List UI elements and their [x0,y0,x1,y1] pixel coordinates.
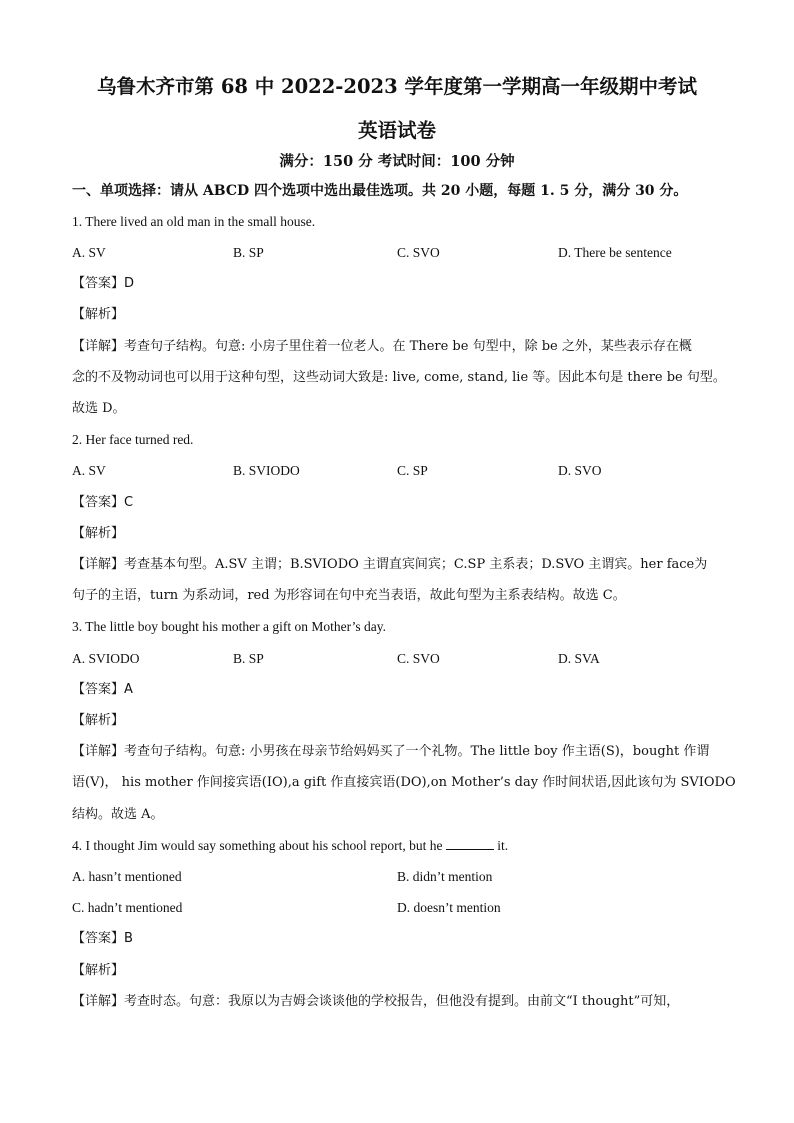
detail-3-line-3: 结构。故选 A。 [72,807,164,822]
option-4c: C. hadn’t mentioned [72,900,183,915]
answer-3: 【答案】A [72,682,133,697]
option-4d: D. doesn’t mention [397,900,501,915]
analysis-label-3: 【解析】 [72,713,125,728]
answer-4: 【答案】B [72,931,133,946]
detail-1-line-3: 故选 D。 [72,401,126,416]
option-2d: D. SVO [558,463,602,478]
section-heading: 一、单项选择：请从 ABCD 四个选项中选出最佳选项。共 20 小题，每题 1. 5 分，满分 30 分。 [72,183,688,199]
option-3a: A. SVIODO [72,651,140,666]
answer-blank [446,837,494,850]
detail-1-line-2: 念的不及物动词也可以用于这种句型，这些动词大致是: live, come, stand, lie 等。因此本句是 there be 句型。 [72,370,726,385]
option-2b: B. SVIODO [233,463,300,478]
detail-2-line-1: 【详解】考查基本句型。A.SV 主谓；B.SVIODO 主谓直宾间宾；C.SP 主系表；D.SVO 主谓宾。her face为 [72,557,708,572]
analysis-label-2: 【解析】 [72,526,125,541]
option-1a: A. SV [72,245,106,260]
score-time-line: 满分：150 分 考试时间：100 分钟 [279,153,515,170]
option-3c: C. SVO [397,651,440,666]
question-stem-4 [72,837,508,855]
exam-title: 乌鲁木齐市第 68 中 2022-2023 学年度第一学期高一年级期中考试 [97,75,697,98]
option-2a: A. SV [72,463,106,478]
option-1d: D. There be sentence [558,245,672,260]
answer-2: 【答案】C [72,495,134,510]
detail-1-line-1: 【详解】考查句子结构。句意: 小房子里住着一位老人。在 There be 句型中，除 be 之外，某些表示存在概 [72,339,692,354]
detail-3-line-1: 【详解】考查句子结构。句意: 小男孩在母亲节给妈妈买了一个礼物。The little boy 作主语(S)，bought 作谓 [72,744,710,759]
analysis-label-1: 【解析】 [72,307,125,322]
answer-1: 【答案】D [72,276,135,291]
detail-4-line-1: 【详解】考查时态。句意：我原以为吉姆会谈谈他的学校报告，但他没有提到。由前文“I thought”可知， [72,994,680,1009]
option-1c: C. SVO [397,245,440,260]
question-stem-3: 3. The little boy bought his mother a gift on Mother’s day. [72,619,386,634]
detail-3-line-2: 语(V)， his mother 作间接宾语(IO),a gift 作直接宾语(DO),on Mother’s day 作时间状语,因此该句为 SVIODO [72,775,736,790]
question-stem-2: 2. Her face turned red. [72,432,194,447]
option-3d: D. SVA [558,651,600,666]
option-4a: A. hasn’t mentioned [72,869,182,884]
option-3b: B. SP [233,651,264,666]
question-stem-4-before: 4. I thought Jim would say something about his school report, but he [72,838,446,853]
option-1b: B. SP [233,245,264,260]
question-stem-4-after: it. [493,838,509,853]
option-4b: B. didn’t mention [397,869,493,884]
exam-subtitle: 英语试卷 [357,119,436,142]
analysis-label-4: 【解析】 [72,963,125,978]
detail-2-line-2: 句子的主语，turn 为系动词，red 为形容词在句中充当表语，故此句型为主系表结构。故选 C。 [72,588,626,603]
question-stem-1: 1. There lived an old man in the small house. [72,214,316,229]
option-2c: C. SP [397,463,428,478]
